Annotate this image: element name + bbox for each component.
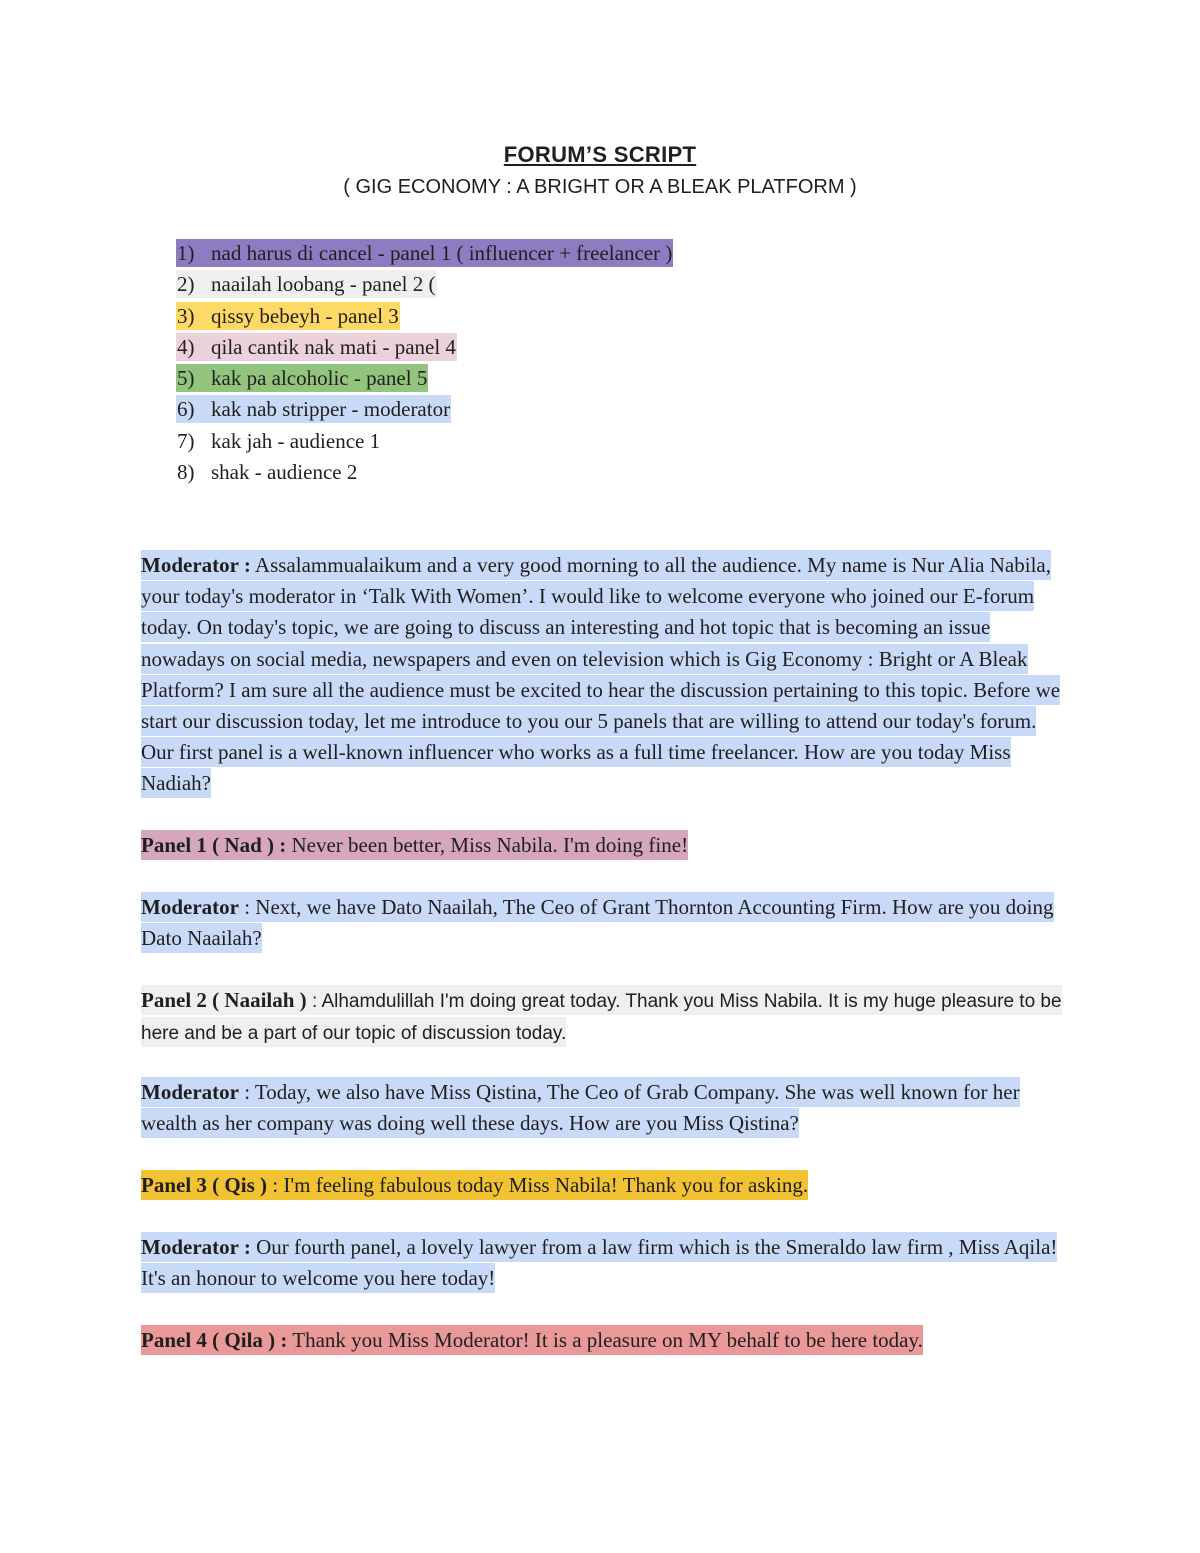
speaker-name: Panel 4 ( Qila ) : (141, 1328, 288, 1352)
dialogue-text: Assalammualaikum and a very good morning to all the audience. My name is Nur Alia Nabila, your today's moderator in ‘Talk With Women’. I would like to welcome everyone who joined our E-forum today. On today's topic, we are going to discuss an interesting and hot topic that is becoming an issue nowadays on social media, newspapers and even on television which is Gig Economy : Bright or A Bleak Platform? I am sure all the audience must be excited to hear the discussion pertaining to this topic. Before we start our discussion today, let me introduce to you our 5 panels that are willing to attend our today's forum. Our first panel is a well-known influencer who works as a full time freelancer. How are you today Miss Nadiah? (141, 553, 1061, 796)
cast-list (176, 238, 673, 488)
speaker-name: Moderator (141, 895, 239, 919)
dialogue-text: Never been better, Miss Nabila. I'm doing fine! (286, 833, 689, 857)
document-subtitle: ( GIG ECONOMY : A BRIGHT OR A BLEAK PLATFORM ) (343, 176, 857, 198)
dialogue-moderator-intro (141, 550, 1071, 800)
speaker-name: Moderator (141, 1080, 239, 1104)
list-item: 7) kak jah - audience 1 (177, 428, 381, 453)
list-item: 4) qila cantik nak mati - panel 4 (177, 334, 456, 359)
dialogue-text: : Today, we also have Miss Qistina, The Ceo of Grab Company. She was well known for her wealth as her company was doing well these days. How are you Miss Qistina? (141, 1080, 1020, 1136)
dialogue-moderator-2 (141, 892, 1071, 954)
list-item: 5) kak pa alcoholic - panel 5 (177, 366, 428, 391)
list-item: 3) qissy bebeyh - panel 3 (177, 303, 399, 328)
list-item: 6) kak nab stripper - moderator (177, 397, 451, 422)
list-item: 2) naailah loobang - panel 2 ( (177, 272, 436, 297)
dialogue-moderator-3 (141, 1077, 1071, 1139)
dialogue-text: Thank you Miss Moderator! It is a pleasure on MY behalf to be here today. (287, 1328, 923, 1352)
speaker-name: Moderator : (141, 1235, 251, 1259)
dialogue-text: : Next, we have Dato Naailah, The Ceo of Grant Thornton Accounting Firm. How are you doing Dato Naailah? (141, 895, 1054, 951)
dialogue-panel-1 (141, 830, 1071, 861)
dialogue-panel-2 (141, 985, 1071, 1049)
speaker-name: Panel 3 ( Qis ) (141, 1173, 267, 1197)
dialogue-text: : I'm feeling fabulous today Miss Nabila! Thank you for asking. (267, 1173, 809, 1197)
dialogue-text: Our fourth panel, a lovely lawyer from a law firm which is the Smeraldo law firm , Miss Aqila! It's an honour to welcome you here today! (141, 1235, 1058, 1291)
document-title: FORUM’S SCRIPT (503, 142, 697, 167)
list-item: 1) nad harus di cancel - panel 1 ( influencer + freelancer ) (177, 241, 673, 265)
speaker-name: Panel 1 ( Nad ) : (141, 833, 287, 857)
speaker-name: Moderator : (141, 553, 251, 577)
list-item: 8) shak - audience 2 (177, 460, 358, 485)
dialogue-panel-4 (141, 1325, 1071, 1356)
dialogue-moderator-4 (141, 1232, 1071, 1294)
dialogue-text: : Alhamdulillah I'm doing great today. Thank you Miss Nabila. It is my huge pleasure to be here and be a part of our topic of discussion today. (141, 991, 1062, 1045)
speaker-name: Panel 2 ( Naailah ) (141, 988, 307, 1012)
dialogue-panel-3 (141, 1170, 1071, 1201)
